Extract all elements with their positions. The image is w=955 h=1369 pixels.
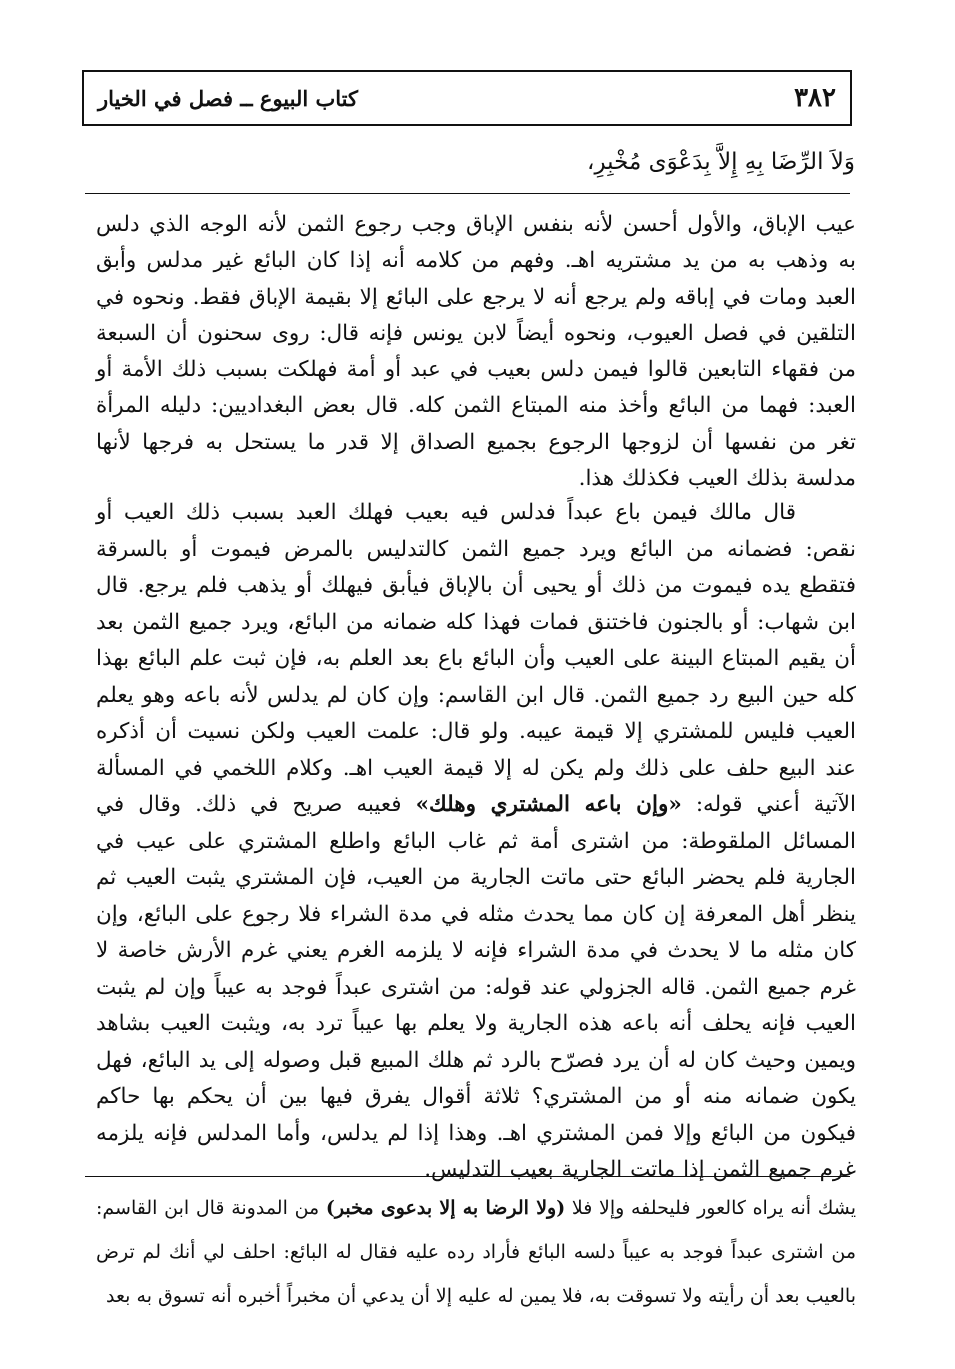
commentary-paragraph-1-text: عيب الإباق، والأول أحسن لأنه بنفس الإباق وجب رجوع الثمن لأنه الوجه الذي دلس به وذهب به من يد مشتريه اهـ. وفهم من كلامه أنه إذا كان البائع غير مدلس وأبق العبد ومات في إباقه ولم يرجع أنه لا يرجع على البائع إلا بقيمة الإباق فقط. ونحوه في التلقين في فصل العيوب، ونحوه أيضاً لابن يونس فإنه قال: روى سحنون أن السبعة من فقهاء التابعين قالوا فيمن دلس بعيب في عبد أو أمة فهلكت بسبب ذلك الأمة أو العبد: فهما من البائع وأخذ منه المبتاع الثمن كله. قال بعض البغداديين: دليله المرأة تغر من نفسها أن لزوجها الرجوع بجميع الصداق إلا قدر ما يستحل به فرجها لأنها مدلسة بذلك العيب فكذلك هذا. — [96, 212, 856, 492]
commentary-paragraph-1 — [96, 207, 856, 497]
page-header — [82, 70, 852, 126]
page-number: ٣٨٢ — [794, 83, 836, 113]
commentary-paragraph-2-text-b: فعيبه صريح في ذلك. وقال في المسائل الملقوطة: من اشترى أمة ثم غاب البائع واطلع المشتري على عيب في الجارية فلم يحضر البائع حتى ماتت الجارية من العيب، فإن المشتري يثبت العيب ثم ينظر أهل المعرفة إن كان مما يحدث مثله في مدة الشراء فلا رجوع على البائع، وإن كان مثله ما لا يحدث في مدة الشراء فإنه لا يلزمه الغرم يعني غرم الأرش خاصة لا غرم جميع الثمن. قاله الجزولي عند قوله: من اشترى عبداً فوجد به عيباً وإن لم يثبت العيب فإنه يحلف أنه باعه هذه الجارية ولا يعلم بها عيباً ترد به، ويثبت العيب بشاهد ويمين وحيث كان له أن يرد فصرّح بالرد ثم هلك المبيع قبل وصوله إلى يد البائع، فهل يكون ضمانه منه أو من المشتري؟ ثلاثة أقوال يفرق فيها بين أن يحكم بها حاكم فيكون من البائع وإلا فمن المشتري اهـ. وهذا إذا لم يدلس، وأما المدلس فإنه يلزمه غرم جميع الثمن إذا ماتت الجارية بعيب التدليس. — [96, 792, 856, 1182]
commentary-paragraph-2 — [96, 495, 856, 1189]
running-title: كتاب البيوع ــ فصل في الخيار — [98, 85, 359, 111]
commentary-paragraph-2-quote: «وإن باعه المشتري وهلك» — [415, 792, 682, 817]
matn-verse: وَلاَ الرِّضَا بِهِ إِلاَّ بِدَعْوَى مُخْبِرِ، — [587, 149, 855, 175]
footnote — [96, 1186, 856, 1318]
commentary-paragraph-2-text-a: قال مالك فيمن باع عبداً فدلس فيه بعيب فهلك العبد بسبب ذلك العيب أو نقص: فضمانه من البائع ويرد جميع الثمن كالتدليس بالمرض فيموت أو بالسرقة فتقطع يده فيموت من ذلك أو يحيى أن بالإباق فيأبق فيهلك أو يذهب فلم يرجع. قال ابن شهاب: أو بالجنون فاختنق فمات فهذا كله ضمانه من البائع، ويرد جميع الثمن بعد أن يقيم المبتاع البينة على العيب وأن البائع باع بعد العلم به، فإن ثبت علم البائع بهذا كله حين البيع رد جميع الثمن. قال ابن القاسم: وإن كان لم يدلس لأنه باعه وهو يعلم العيب فليس للمشتري إلا قيمة عيبه. ولو قال: علمت العيب ولكن نسيت أن أذكره عند البيع حلف على ذلك ولم يكن له إلا قيمة العيب اهـ. وكلام اللخمي في المسألة الآتية أعني قوله: — [96, 500, 857, 817]
footnote-text-b: من المدونة قال ابن القاسم: من اشترى عبداً فوجد به عيباً دلسه البائع فأراد رده عليه فقال له البائع: احلف لي أنك لم ترض بالعيب بعد أن رأيته ولا تسوقت به، فلا يمين له عليه إلا أن يدعي أن مخبراً أخبره أنه تسوق به بعد — [96, 1197, 856, 1307]
footnote-text-a: يشك أنه يراه كالعور فليحلفه وإلا فلا — [571, 1197, 856, 1219]
footnote-quote: (ولا الرضا به إلا بدعوى مخبر) — [325, 1197, 566, 1219]
matn-separator-line — [85, 193, 850, 194]
footnote-separator-line — [85, 1176, 850, 1177]
